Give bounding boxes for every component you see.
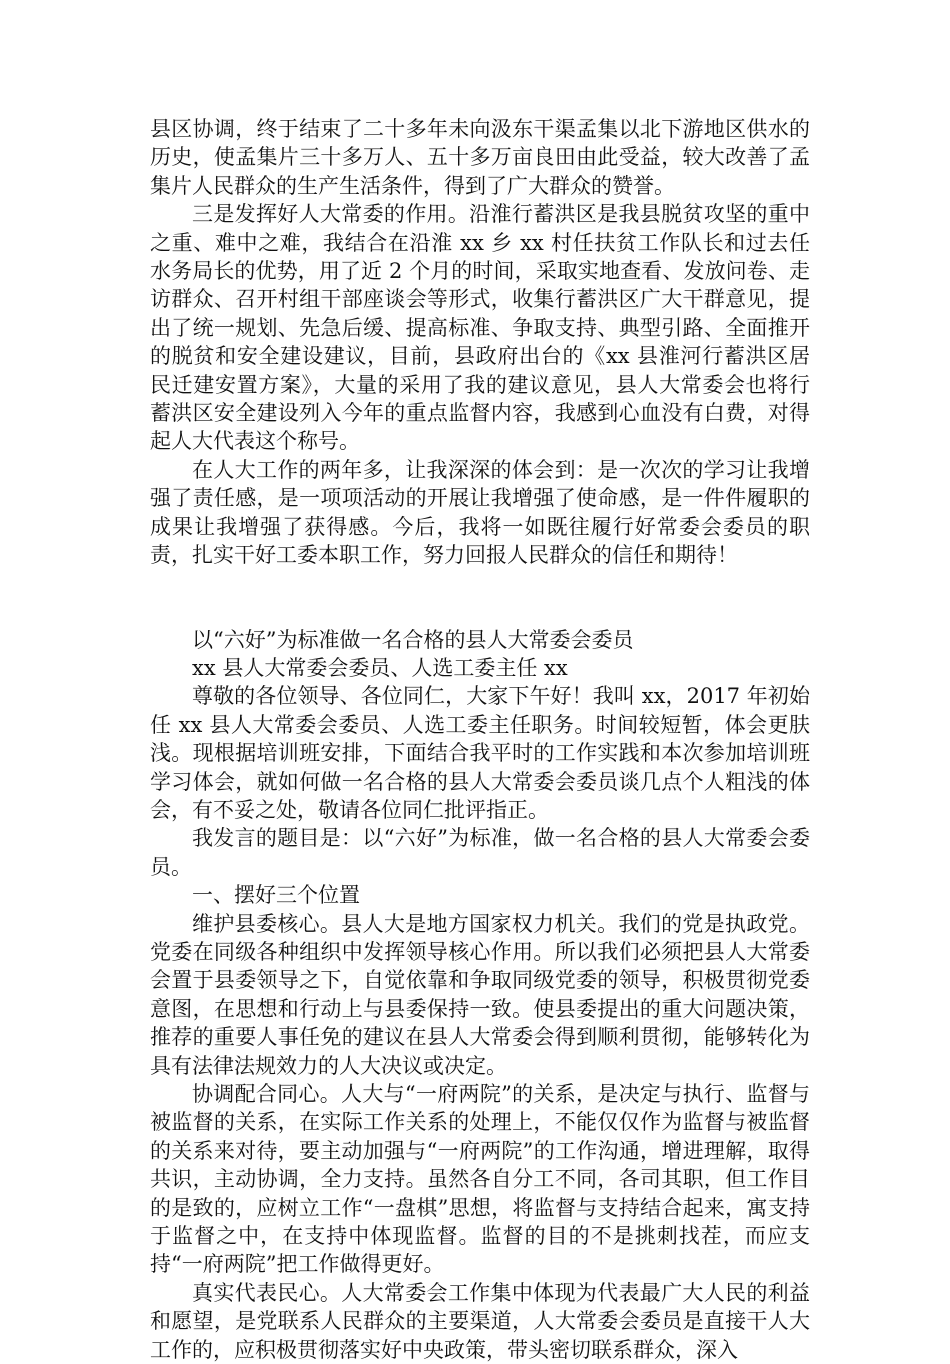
paragraph: 在人大工作的两年多，让我深深的体会到：是一次次的学习让我增强了责任感，是一项项活动的开展让我增强了使命感，是一件件履职的成果让我增强了获得感。今后，我将一如既往履行好常委会委员的职责，扎实干好工委本职工作，努力回报人民群众的信任和期待！ <box>150 457 810 568</box>
paragraph: 三是发挥好人大常委的作用。沿淮行蓄洪区是我县脱贫攻坚的重中之重、难中之难，我结合在沿淮 xx 乡 xx 村任扶贫工作队长和过去任水务局长的优势，用了近 2 个月的时间，采取实地查看、发放问卷、走访群众、召开村组干部座谈会等形式，收集行蓄洪区广大干群意见，提出了统一规划、先急后缓、提高标准、争取支持、典型引路、全面推开的脱贫和安全建设建议，目前，县政府出台的《xx 县淮河行蓄洪区居民迁建安置方案》，大量的采用了我的建议意见，县人大常委会也将行蓄洪区安全建设列入今年的重点监督内容，我感到心血没有白费，对得起人大代表这个称号。 <box>150 202 810 454</box>
document-title: 以“六好”为标准做一名合格的县人大常委会委员 <box>192 627 634 652</box>
section-spacer <box>150 570 810 626</box>
paragraph: 县区协调，终于结束了二十多年未向汲东干渠孟集以北下游地区供水的历史，使孟集片三十多万人、五十多万亩良田由此受益，较大改善了孟集片人民群众的生产生活条件，得到了广大群众的赞誉。 <box>150 117 810 198</box>
paragraph: 我发言的题目是：以“六好”为标准，做一名合格的县人大常委会委员。 <box>150 826 810 879</box>
paragraph: 协调配合同心。人大与“一府两院”的关系，是决定与执行、监督与被监督的关系，在实际工作关系的处理上，不能仅仅作为监督与被监督的关系来对待，要主动加强与“一府两院”的工作沟通，增进理解，取得共识，主动协调，全力支持。虽然各自分工不同，各司其职，但工作目的是致的，应树立工作“一盘棋”思想，将监督与支持结合起来，寓支持于监督之中，在支持中体现监督。监督的目的不是挑刺找茬，而应支持“一府两院”把工作做得更好。 <box>150 1082 810 1277</box>
paragraph: 真实代表民心。人大常委会工作集中体现为代表最广大人民的利益和愿望，是党联系人民群众的主要渠道，人大常委会委员是直接干人大工作的，应积极贯彻落实好中央政策，带头密切联系群众，深入 <box>150 1280 810 1362</box>
document-page <box>150 115 810 1364</box>
paragraph: 尊敬的各位领导、各位同仁，大家下午好！我叫 xx，2017 年初始任 xx 县人大常委会委员、人选工委主任职务。时间较短暂，体会更肤浅。现根据培训班安排，下面结合我平时的工作实践和本次参加培训班学习体会，就如何做一名合格的县人大常委会委员谈几点个人粗浅的体会，有不妥之处，敬请各位同仁批评指正。 <box>150 684 810 822</box>
paragraph: 维护县委核心。县人大是地方国家权力机关。我们的党是执政党。党委在同级各种组织中发挥领导核心作用。所以我们必须把县人大常委会置于县委领导之下，自觉依靠和争取同级党委的领导，积极贯彻党委意图，在思想和行动上与县委保持一致。使县委提出的重大问题决策，推荐的重要人事任免的建议在县人大常委会得到顺利贯彻，能够转化为具有法律法规效力的人大决议或决定。 <box>150 911 810 1078</box>
section-heading: 一、摆好三个位置 <box>192 883 360 908</box>
document-author: xx 县人大常委会委员、人选工委主任 xx <box>192 655 568 680</box>
